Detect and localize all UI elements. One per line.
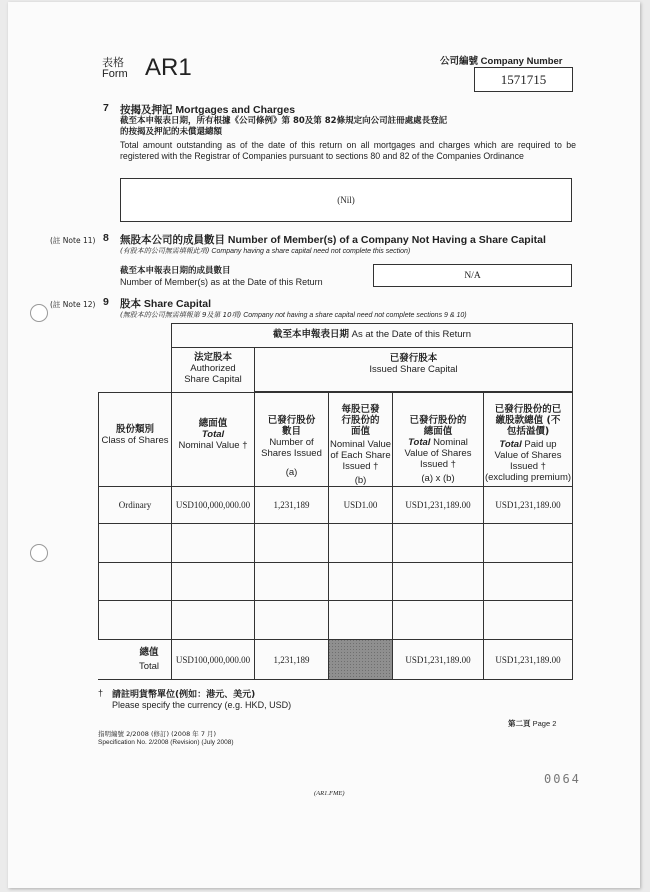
- members-count-field[interactable]: N/A: [373, 264, 572, 287]
- section7-desc-en: Total amount outstanding as of the date of this return on all mortgages and charges which are required to be registered with the Registrar of Companies pursuant to sections 80 and 82 of the Companies Ordinance: [120, 140, 576, 161]
- spec-zh: 指明編號 2/2008 (修訂) (2008 年 7 月): [98, 730, 217, 738]
- col-header-shares-issued: 已發行股份數目 Number of Shares Issued (a): [261, 415, 322, 478]
- section7-desc-zh: 截至本申報表日期，所有根據《公司條例》第 80及第 82條規定向公司註冊處處長登記 的按揭及押記的未償還總額: [120, 116, 448, 137]
- section9-subtitle: (無股本的公司無需填報第 9及第 10項) Company not having a share capital need not complete sections 9 & 10): [120, 311, 467, 319]
- form-page: [8, 2, 640, 888]
- section8-num: 8: [103, 232, 109, 244]
- col-header-total-nominal: 總面值 Total Nominal Value †: [178, 418, 248, 451]
- section7-title: 按揭及押記 Mortgages and Charges: [120, 104, 296, 116]
- total-nominal[interactable]: USD100,000,000.00: [175, 654, 251, 665]
- section7-num: 7: [103, 102, 109, 114]
- cell-nominal-each[interactable]: USD1.00: [343, 500, 378, 510]
- total-nominal-issued[interactable]: USD1,231,189.00: [405, 654, 471, 665]
- table-header-date: 截至本申報表日期 As at the Date of this Return: [273, 329, 471, 340]
- page-number: 第二頁 Page 2: [508, 719, 557, 728]
- cell-total-nominal[interactable]: USD100,000,000.00: [175, 500, 251, 510]
- form-code: AR1: [145, 54, 192, 81]
- cell-paid-up[interactable]: USD1,231,189.00: [495, 500, 561, 510]
- section8-title: 無股本公司的成員數目 Number of Member(s) of a Company Not Having a Share Capital: [120, 234, 546, 246]
- page-stamp: 0064: [544, 772, 581, 786]
- footnote-zh: 請註明貨幣單位(例如：港元、美元): [112, 690, 256, 700]
- section9-title: 股本 Share Capital: [120, 298, 212, 310]
- total-label: 總值 Total: [138, 647, 160, 672]
- cell-class-of-shares[interactable]: Ordinary: [118, 500, 152, 510]
- form-label-zh: 表格: [102, 56, 124, 69]
- shaded-cell: [328, 639, 392, 679]
- total-shares-issued[interactable]: 1,231,189: [273, 654, 310, 665]
- total-paid-up[interactable]: USD1,231,189.00: [495, 654, 561, 665]
- form-label-en: Form: [102, 68, 128, 80]
- section8-label-en: Number of Member(s) as at the Date of this Return: [120, 277, 323, 287]
- share-capital-table: [8, 2, 640, 888]
- issued-capital-header: 已發行股本 Issued Share Capital: [369, 353, 458, 375]
- authorized-capital-header: 法定股本 Authorized Share Capital: [184, 352, 242, 385]
- mortgages-charges-field[interactable]: (Nil): [120, 178, 572, 222]
- footnote-mark: †: [98, 688, 104, 698]
- section8-note: (註 Note 11): [50, 236, 96, 245]
- col-header-class: 股份類別 Class of Shares: [101, 424, 169, 446]
- col-header-paid-up: 已發行股份的已繳股款總值 (不包括溢價) Total Paid up Value of Shares Issued † (excluding premium): [484, 404, 572, 483]
- col-header-nominal-each: 每股已發行股份的面值 Nominal Value of Each Share Issued † (b): [329, 404, 392, 486]
- section9-num: 9: [103, 296, 109, 308]
- footer-code: (AR1.FME): [314, 790, 345, 797]
- footnote-en: Please specify the currency (e.g. HKD, USD): [112, 700, 292, 710]
- section8-label-zh: 截至本申報表日期的成員數目: [120, 266, 231, 276]
- cell-shares-issued[interactable]: 1,231,189: [273, 500, 310, 510]
- section9-note: (註 Note 12): [50, 300, 96, 309]
- company-number-field[interactable]: 1571715: [474, 67, 573, 92]
- section8-subtitle: (有股本的公司無需填報此項) Company having a share capital need not complete this section): [120, 247, 411, 255]
- spec-en: Specification No. 2/2008 (Revision) (July 2008): [98, 739, 234, 746]
- company-number-label: 公司編號 Company Number: [440, 56, 563, 67]
- cell-total-nominal-issued[interactable]: USD1,231,189.00: [405, 500, 471, 510]
- col-header-total-nominal-issued: 已發行股份的總面值 Total Nominal Value of Shares Issued † (a) x (b): [404, 415, 472, 484]
